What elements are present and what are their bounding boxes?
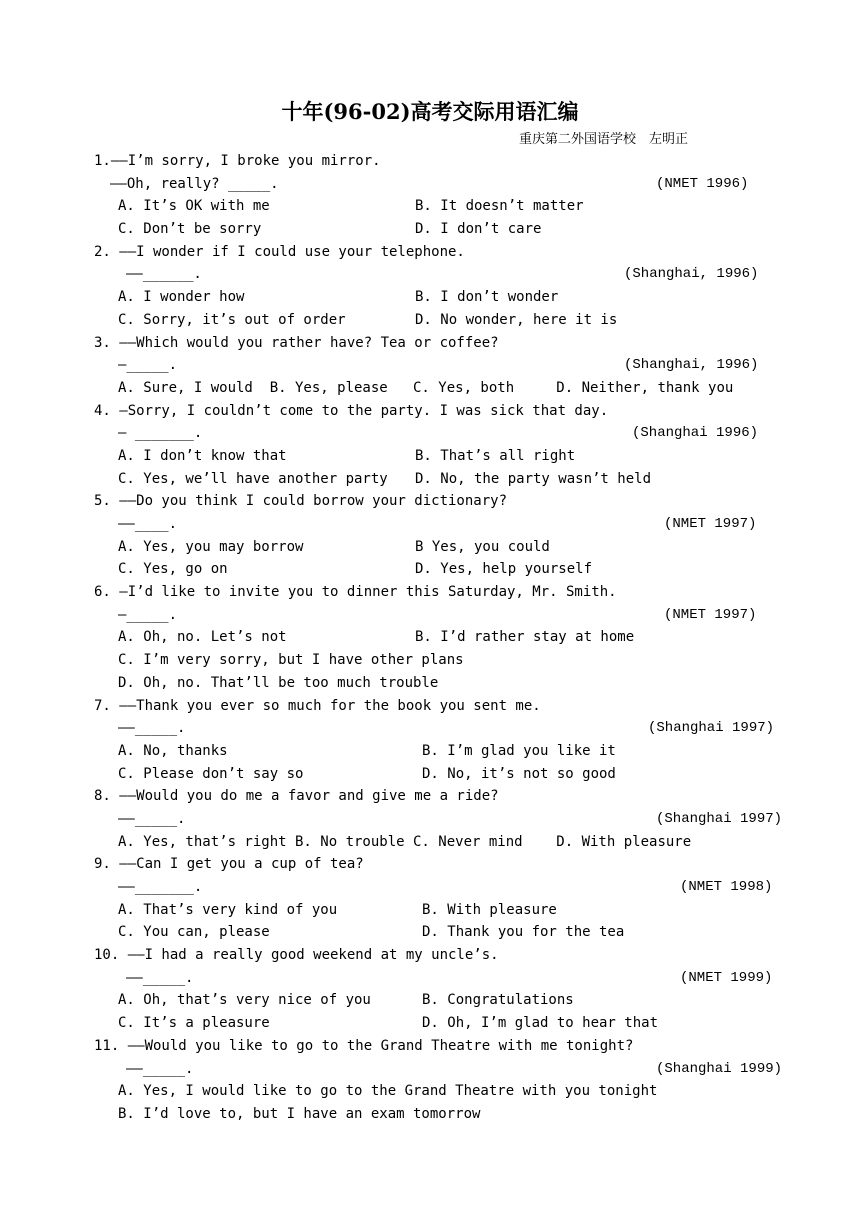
answer-option: A. Oh, that’s very nice of you: [118, 992, 371, 1009]
answer-option: D. Yes, help yourself: [415, 561, 593, 578]
question-line: [0, 173, 860, 196]
question-item: [0, 490, 860, 581]
answer-option: A. Yes, that’s right B. No trouble C. Never mind D. With pleasure: [118, 833, 692, 850]
question-item: [0, 400, 860, 491]
answer-option: B. I’d love to, but I have an exam tomorrow: [118, 1105, 481, 1122]
exam-source: (Shanghai 1999): [656, 1060, 783, 1077]
answer-option: A. Oh, no. Let’s not: [118, 629, 287, 646]
question-line: [0, 763, 860, 786]
exam-source: (Shanghai 1997): [656, 810, 783, 827]
answer-option: A. It’s OK with me: [118, 198, 270, 215]
question-list: [0, 150, 860, 1126]
exam-source: (NMET 1998): [680, 879, 773, 895]
exam-source: (NMET 1999): [680, 969, 773, 986]
exam-source: (NMET 1997): [664, 606, 757, 623]
question-line: [0, 377, 860, 400]
question-line: [0, 808, 860, 831]
answer-option: C. Please don’t say so: [118, 765, 304, 782]
question-prompt: 9. ——Can I get you a cup of tea?: [94, 856, 364, 873]
question-line: [0, 309, 860, 332]
exam-source: (Shanghai 1996): [632, 425, 759, 442]
answer-option: A. Sure, I would B. Yes, please C. Yes, both D. Neither, thank you: [118, 379, 734, 396]
answer-option: D. No, it’s not so good: [422, 765, 616, 782]
response-blank: ——_____.: [126, 969, 194, 986]
question-line: [0, 989, 860, 1012]
answer-option: C. Sorry, it’s out of order: [118, 311, 346, 328]
answer-option: B. With pleasure: [422, 901, 557, 918]
question-item: [0, 853, 860, 944]
question-line: [0, 899, 860, 922]
question-prompt: 4. —Sorry, I couldn’t come to the party. I was sick that day.: [94, 402, 609, 419]
question-prompt: 5. ——Do you think I could borrow your dictionary?: [94, 493, 508, 510]
exam-source: (Shanghai 1997): [648, 720, 775, 737]
question-line: [0, 1012, 860, 1035]
answer-option: C. Yes, go on: [118, 561, 228, 578]
answer-option: A. Yes, you may borrow: [118, 538, 304, 555]
question-item: [0, 241, 860, 332]
answer-option: B. That’s all right: [415, 447, 576, 464]
question-line: [0, 468, 860, 491]
question-line: [0, 400, 860, 423]
answer-option: A. That’s very kind of you: [118, 901, 338, 918]
question-line: [0, 513, 860, 536]
response-blank: ——_____.: [126, 1060, 194, 1077]
question-line: [0, 921, 860, 944]
answer-option: B Yes, you could: [415, 538, 550, 555]
answer-option: B. I’m glad you like it: [422, 742, 616, 759]
question-line: [0, 626, 860, 649]
question-line: [0, 967, 860, 990]
question-line: [0, 717, 860, 740]
question-line: [0, 604, 860, 627]
question-line: [0, 1080, 860, 1103]
author-line: 重庆第二外国语学校 左明正: [519, 132, 689, 147]
answer-option: C. Don’t be sorry: [118, 221, 262, 238]
question-item: [0, 1035, 860, 1126]
question-line: [0, 332, 860, 355]
question-line: [0, 195, 860, 218]
answer-option: C. I’m very sorry, but I have other plans: [118, 652, 464, 669]
question-prompt: 6. —I’d like to invite you to dinner this Saturday, Mr. Smith.: [94, 584, 617, 601]
question-item: [0, 150, 860, 241]
exam-source: (Shanghai, 1996): [624, 357, 759, 374]
answer-option: D. Oh, I’m glad to hear that: [422, 1015, 659, 1032]
question-prompt: 11. ——Would you like to go to the Grand Theatre with me tonight?: [94, 1037, 634, 1054]
question-line: [0, 150, 860, 173]
question-line: [0, 536, 860, 559]
question-line: [0, 490, 860, 513]
question-line: [0, 241, 860, 264]
question-prompt: 2. ——I wonder if I could use your telephone.: [94, 243, 465, 260]
question-line: [0, 354, 860, 377]
question-line: [0, 581, 860, 604]
question-line: [0, 876, 860, 899]
answer-option: D. Thank you for the tea: [422, 924, 625, 941]
question-prompt: 7. ——Thank you ever so much for the book you sent me.: [94, 697, 541, 714]
exam-source: (Shanghai, 1996): [624, 266, 759, 283]
question-item: [0, 695, 860, 786]
answer-option: D. No wonder, here it is: [415, 311, 618, 328]
question-line: [0, 853, 860, 876]
question-line: [0, 785, 860, 808]
question-line: [0, 263, 860, 286]
response-blank: —_____.: [118, 606, 178, 623]
question-line: [0, 1103, 860, 1126]
answer-option: B. I’d rather stay at home: [415, 629, 635, 646]
question-line: [0, 445, 860, 468]
question-line: [0, 286, 860, 309]
response-blank: ——Oh, really? _____.: [110, 175, 279, 192]
question-item: [0, 332, 860, 400]
question-prompt: 10. ——I had a really good weekend at my uncle’s.: [94, 947, 499, 964]
answer-option: B. I don’t wonder: [415, 289, 559, 306]
answer-option: A. I wonder how: [118, 289, 245, 306]
exam-source: (NMET 1996): [656, 175, 749, 192]
question-line: [0, 649, 860, 672]
question-line: [0, 831, 860, 854]
response-blank: ——_____.: [118, 810, 186, 827]
question-line: [0, 1035, 860, 1058]
question-prompt: 1.——I’m sorry, I broke you mirror.: [94, 153, 381, 169]
answer-option: C. It’s a pleasure: [118, 1015, 270, 1032]
question-line: [0, 695, 860, 718]
response-blank: — _______.: [118, 425, 203, 442]
answer-option: A. I don’t know that: [118, 447, 287, 464]
answer-option: C. You can, please: [118, 924, 270, 941]
answer-option: A. No, thanks: [118, 742, 228, 759]
response-blank: —_____.: [118, 357, 178, 374]
question-item: [0, 581, 860, 694]
response-blank: ——____.: [118, 516, 178, 532]
question-line: [0, 944, 860, 967]
answer-option: B. It doesn’t matter: [415, 198, 584, 215]
answer-option: B. Congratulations: [422, 992, 574, 1009]
response-blank: ——______.: [126, 266, 202, 283]
question-line: [0, 218, 860, 241]
answer-option: D. Oh, no. That’ll be too much trouble: [118, 674, 439, 691]
answer-option: C. Yes, we’ll have another party: [118, 470, 388, 487]
question-item: [0, 785, 860, 853]
response-blank: ——_______.: [118, 879, 203, 895]
question-prompt: 8. ——Would you do me a favor and give me a ride?: [94, 788, 499, 805]
question-prompt: 3. ——Which would you rather have? Tea or coffee?: [94, 334, 499, 351]
answer-option: D. No, the party wasn’t held: [415, 470, 652, 487]
question-line: [0, 558, 860, 581]
answer-option: D. I don’t care: [415, 221, 542, 238]
answer-option: A. Yes, I would like to go to the Grand Theatre with you tonight: [118, 1083, 658, 1100]
response-blank: ——_____.: [118, 720, 186, 737]
question-line: [0, 740, 860, 763]
question-line: [0, 1058, 860, 1081]
question-line: [0, 672, 860, 695]
exam-source: (NMET 1997): [664, 516, 757, 532]
question-line: [0, 422, 860, 445]
page-title: 十年(96-02)高考交际用语汇编: [281, 99, 579, 124]
question-item: [0, 944, 860, 1035]
